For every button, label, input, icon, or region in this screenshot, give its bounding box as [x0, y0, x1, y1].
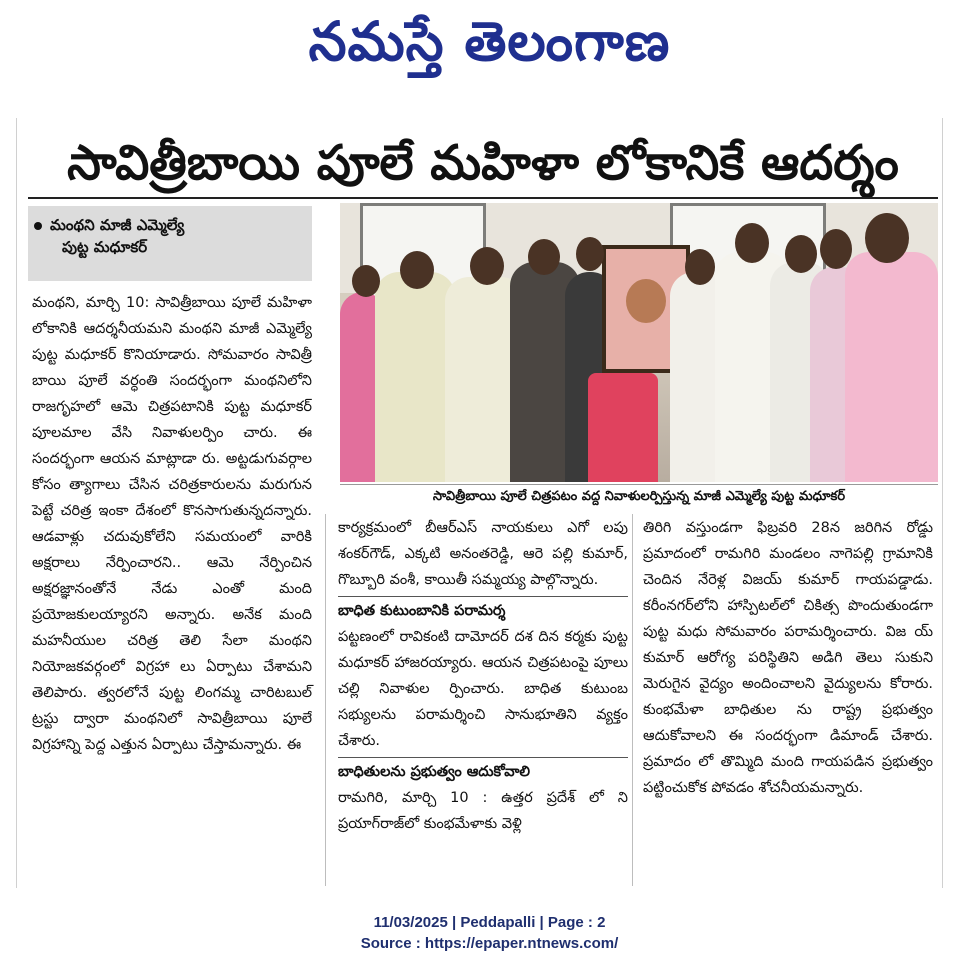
article-column-3 — [643, 515, 933, 801]
bullet-icon — [34, 222, 42, 230]
photo-head — [400, 251, 434, 289]
footer-source: Source : https://epaper.ntnews.com/ — [360, 935, 619, 952]
photo-person — [845, 252, 938, 482]
photo-head — [820, 229, 852, 269]
column1-text: మంథని, మార్చి 10: సావిత్రీబాయి పూలే మహిళా లోకానికి ఆదర్శనీయమని మంథని మాజీ ఎమ్మెల్యే పుట్ట మధూకర్ కొనియాడారు. సోమవారం సావిత్రీ బాయి పూలే వర్ధంతి సందర్భంగా మంథనిలోని రాజగృహలో ఆమె చిత్రపటానికి పుట్ట మధూకర్ పూలమాల వేసి నివాళులర్పిం చారు. ఈ సందర్భంగా ఆయన మాట్లాడా రు. అట్టడుగువర్గాల కోసం త్యాగాలు చేసిన చరిత్రకారులను మరుగున పెట్టే చరిత్ర ఇంకా దేశంలో కొనసాగుతున్నదన్నారు. ఆడవాళ్లు చదువుకోలేని సమయంలో వారికి అక్షరాలు నేర్పించారని.. ఆమె నేర్పించిన అక్షరజ్ఞానంతోనే నేడు ఎంతో మంది ప్రయోజకులయ్యారని అన్నారు. అనేక మంది మహనీయుల చరిత్ర తెలి సేలా మంథని నియోజకవర్గంలో విగ్రహా లు ఏర్పాటు చేశామని తెలిపారు. త్వరలోనే పుట్ట లింగమ్మ చారిటబుల్ ట్రస్టు ద్వారా మంథనిలో సావిత్రీబాయి పూలే విగ్రహాన్ని పెద్ద ఎత్తున ఏర్పాటు చేస్తామన్నారు. ఈ — [32, 295, 312, 753]
photo-head — [470, 247, 504, 285]
subhead-line2: పుట్ట మధూకర్ — [62, 238, 148, 256]
photo-head — [528, 239, 560, 275]
column-divider — [632, 514, 633, 886]
photo-head — [735, 223, 769, 263]
section-heading: బాధితులను ప్రభుత్వం ఆదుకోవాలి — [338, 757, 628, 785]
photo-caption: సావిత్రీబాయి పూలే చిత్రపటం వద్ద నివాళులర్పిస్తున్న మాజీ ఎమ్మెల్యే పుట్ట మధూకర్ — [340, 484, 938, 509]
photo-head — [685, 249, 715, 285]
newspaper-masthead: నమస్తే తెలంగాణ — [308, 9, 671, 73]
section-heading: బాధిత కుటుంబానికి పరామర్శ — [338, 596, 628, 624]
photo-head — [352, 265, 380, 297]
article-column-2 — [338, 515, 628, 837]
column2-para1: కార్యక్రమంలో బీఆర్ఎస్ నాయకులు ఎగో లపు శంకర్‌గౌడ్, ఎక్కటి అనంతరెడ్డి, ఆరె పల్లి కుమార్, గొబ్బూరి వంశీ, కాయితీ సమ్మయ్య పాల్గొన్నారు. — [338, 520, 628, 588]
column-divider — [325, 514, 326, 886]
photo-person — [375, 272, 455, 482]
column2-para2: పట్టణంలో రావికంటి దామోదర్ దశ దిన కర్మకు పుట్ట మధూకర్ హాజరయ్యారు. ఆయన చిత్రపటంపై పూలు చల్లి నివాళుల ర్పించారు. బాధిత కుటుంబ సభ్యులను పరామర్శించి సానుభూతిని వ్యక్తం చేశారు. — [338, 629, 628, 749]
footer-date-page: 11/03/2025 | Peddapalli | Page : 2 — [373, 914, 606, 931]
article-headline: సావిత్రీబాయి పూలే మహిళా లోకానికే ఆదర్శం — [67, 135, 899, 191]
headline-rule — [28, 197, 938, 199]
photo-head — [865, 213, 909, 263]
photo-portrait-face — [626, 279, 666, 323]
column3-text: తిరిగి వస్తుండగా ఫిబ్రవరి 28న జరిగిన రోడ్డు ప్రమాదంలో రామగిరి మండలం నాగెపల్లి గ్రామానికి చెందిన నేరెళ్ల విజయ్ కుమార్ గాయపడ్డాడు. కరీంనగర్‌లోని హాస్పిటల్‌లో చికిత్స పొందుతుండగా పుట్ట మధు సోమవారం పరామర్శించారు. విజ య్ కుమార్ ఆరోగ్య పరిస్థితిని అడిగి తెలు సుకుని మెరుగైన వైద్యం అందించాలని వైద్యులను కోరారు. కుంభమేళా బాధితుల ను రాష్ట్ర ప్రభుత్వం ఆదుకోవాలని ఈ సందర్భంగా డిమాండ్ చేశారు. ప్రమాదం లో తొమ్మిది మంది గాయపడిన ప్రభుత్వం పట్టించుకోక పోవడం శోచనీయమన్నారు. — [643, 520, 933, 796]
photo-head — [785, 235, 817, 273]
subhead-line1: మంథని మాజీ ఎమ్మెల్యే — [50, 216, 185, 234]
article-column-1 — [32, 290, 312, 758]
subhead-box — [28, 206, 312, 281]
column2-para3: రామగిరి, మార్చి 10 : ఉత్తర ప్రదేశ్ లో ని ప్రయాగ్‌రాజ్‌లో కుంభమేళాకు వెళ్లి — [338, 790, 628, 832]
photo-head — [576, 237, 604, 271]
page-footer — [0, 912, 979, 954]
photo-chair — [588, 373, 658, 482]
article-photo — [340, 203, 938, 482]
